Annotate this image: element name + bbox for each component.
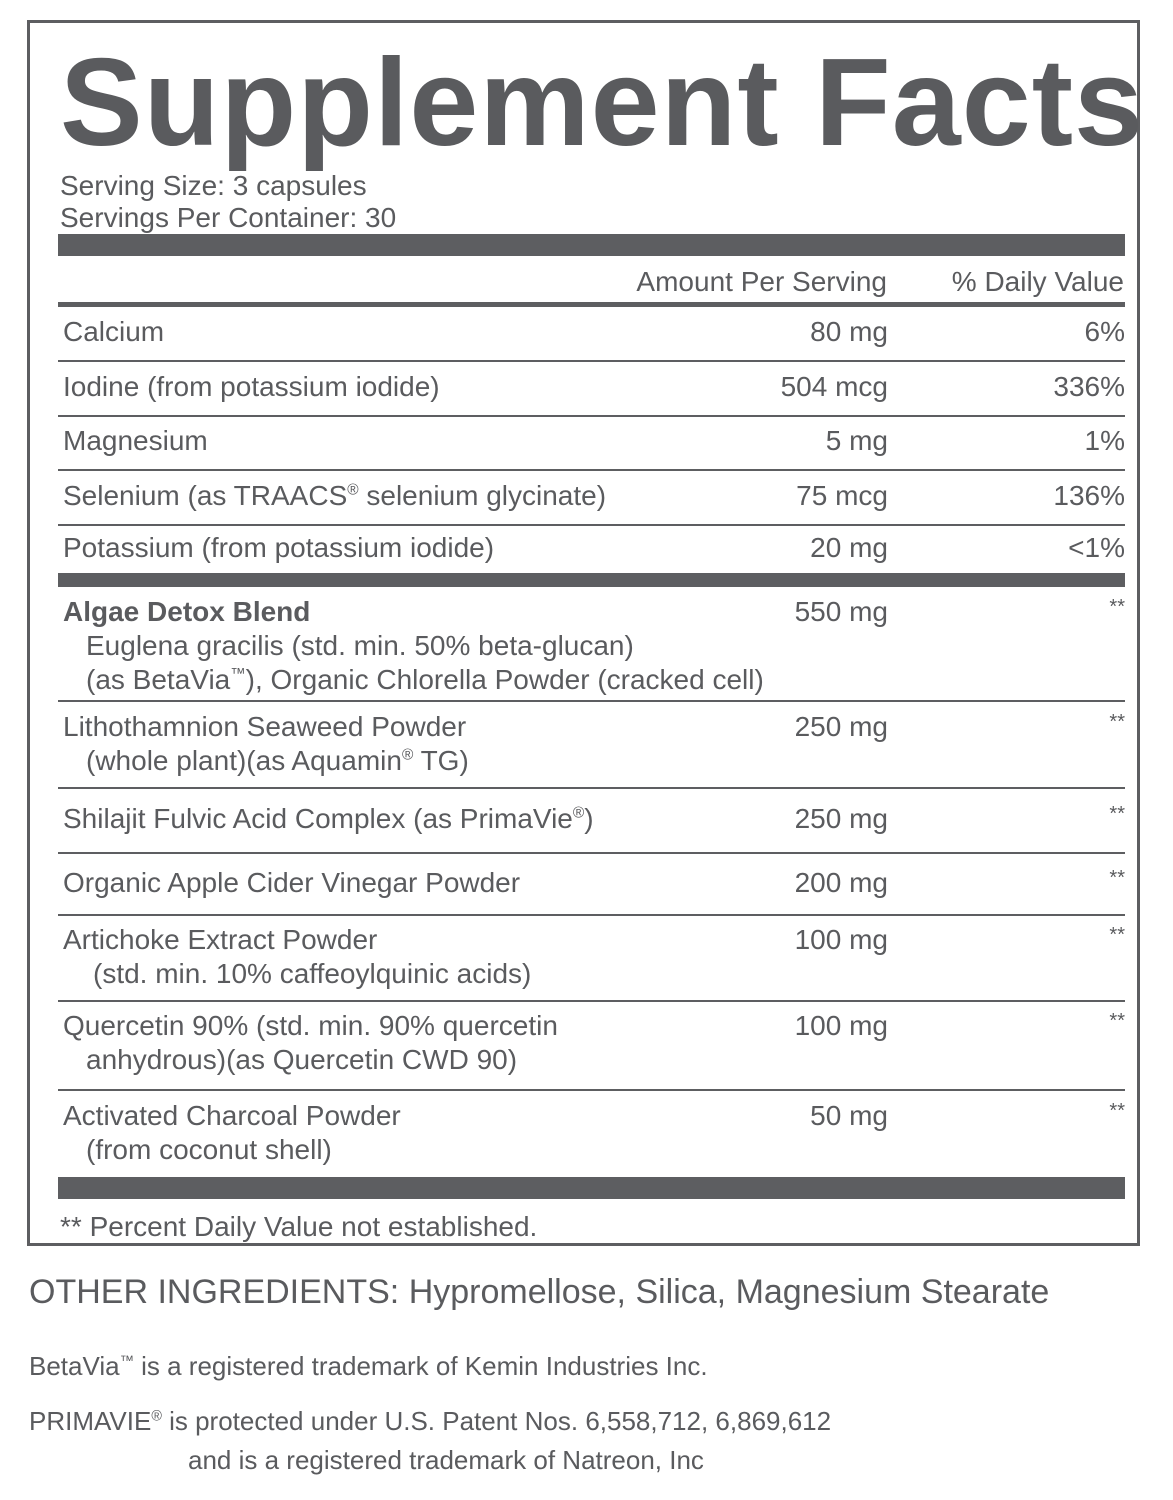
nutrient-amount: 504 mcg (780, 371, 888, 402)
nutrient-row-iodine (58, 370, 1125, 417)
nutrient-amount: 20 mg (810, 532, 888, 563)
ingredient-name: Shilajit Fulvic Acid Complex (as PrimaVie®) (63, 803, 594, 834)
servings-per-container: Servings Per Container: 30 (60, 202, 397, 233)
nutrient-amount: 75 mcg (796, 480, 888, 511)
ingredient-name: Lithothamnion Seaweed Powder (63, 711, 467, 742)
nutrient-name: Potassium (from potassium iodide) (63, 532, 495, 563)
other-ingredients: OTHER INGREDIENTS: Hypromellose, Silica, Magnesium Stearate (29, 1273, 1050, 1311)
header-divider (58, 302, 1125, 307)
nutrient-daily-value: <1% (1068, 532, 1125, 563)
nutrient-row-calcium (58, 315, 1125, 362)
ingredient-amount: 200 mg (794, 867, 888, 898)
ingredient-amount: 250 mg (794, 711, 888, 742)
trademark-mark: ™ (230, 665, 246, 683)
ingredient-daily-value: ** (1109, 924, 1125, 946)
nutrient-name: Selenium (as TRAACS® selenium glycinate) (63, 480, 607, 511)
betavia-trademark-note: BetaVia™ is a registered trademark of Kemin Industries Inc. (29, 1351, 708, 1381)
ingredient-name: Artichoke Extract Powder (63, 924, 378, 955)
ingredient-detail: anhydrous)(as Quercetin CWD 90) (86, 1044, 518, 1075)
ingredient-amount: 50 mg (810, 1100, 888, 1131)
supplement-facts-panel (27, 20, 1144, 1246)
blend-divider (58, 573, 1125, 587)
nutrient-amount: 5 mg (825, 425, 888, 456)
nutrient-amount: 80 mg (810, 316, 888, 347)
ingredient-row-quercetin (58, 1009, 1125, 1091)
nutrient-daily-value: 6% (1084, 316, 1125, 347)
nutrient-name: Calcium (63, 316, 165, 347)
footnote: ** Percent Daily Value not established. (60, 1211, 538, 1242)
primavie-trademark-note: and is a registered trademark of Natreon, Inc (188, 1445, 704, 1475)
ingredient-daily-value: ** (1109, 1010, 1125, 1032)
ingredient-name: Activated Charcoal Powder (63, 1100, 401, 1131)
amount-per-serving-header: Amount Per Serving (636, 266, 887, 297)
ingredient-daily-value: ** (1109, 867, 1125, 889)
nutrient-daily-value: 1% (1084, 425, 1125, 456)
registered-mark: ® (347, 481, 359, 499)
blend-detail-line-2: (as BetaVia™), Organic Chlorella Powder (cracked cell) (86, 664, 764, 695)
ingredient-name: Quercetin 90% (std. min. 90% quercetin (63, 1010, 558, 1041)
ingredient-daily-value: ** (1109, 1100, 1125, 1122)
trademark-mark: ™ (119, 1353, 134, 1370)
ingredient-name: Organic Apple Cider Vinegar Powder (63, 867, 521, 898)
blend-detail-line-1: Euglena gracilis (std. min. 50% beta-glucan) (86, 630, 634, 661)
panel-title: Supplement Facts (60, 34, 1144, 172)
nutrient-name: Iodine (from potassium iodide) (63, 371, 440, 402)
nutrient-daily-value: 136% (1053, 480, 1125, 511)
ingredient-daily-value: ** (1109, 711, 1125, 733)
thick-divider (58, 234, 1125, 256)
ingredient-detail: (whole plant)(as Aquamin® TG) (86, 745, 469, 776)
registered-mark: ® (572, 804, 585, 822)
ingredient-amount: 100 mg (794, 1010, 888, 1041)
ingredient-row-artichoke (58, 923, 1125, 1002)
registered-mark: ® (401, 746, 414, 764)
ingredient-daily-value: ** (1109, 803, 1125, 825)
nutrient-row-potassium (58, 531, 1125, 571)
registered-mark: ® (151, 1408, 162, 1425)
ingredient-row-apple-cider-vinegar (58, 866, 1125, 916)
ingredient-amount: 100 mg (794, 924, 888, 955)
nutrient-row-magnesium (58, 424, 1125, 471)
nutrient-row-selenium (58, 479, 1125, 526)
blend-name: Algae Detox Blend (63, 596, 311, 627)
daily-value-header: % Daily Value (951, 266, 1124, 297)
blend-daily-value: ** (1109, 596, 1125, 618)
nutrient-daily-value: 336% (1053, 371, 1125, 402)
ingredient-row-shilajit (58, 802, 1125, 854)
blend-amount: 550 mg (794, 596, 888, 627)
serving-size: Serving Size: 3 capsules (60, 170, 367, 201)
ingredient-row-lithothamnion (58, 710, 1125, 789)
bottom-divider (58, 1177, 1125, 1199)
primavie-patent-note: PRIMAVIE® is protected under U.S. Patent Nos. 6,558,712, 6,869,612 (29, 1406, 832, 1436)
nutrient-name: Magnesium (63, 425, 208, 456)
ingredient-detail: (from coconut shell) (86, 1134, 332, 1165)
ingredient-amount: 250 mg (794, 803, 888, 834)
ingredient-row-charcoal (58, 1099, 1125, 1171)
blend-row (58, 595, 1125, 702)
ingredient-detail: (std. min. 10% caffeoylquinic acids) (93, 958, 532, 989)
